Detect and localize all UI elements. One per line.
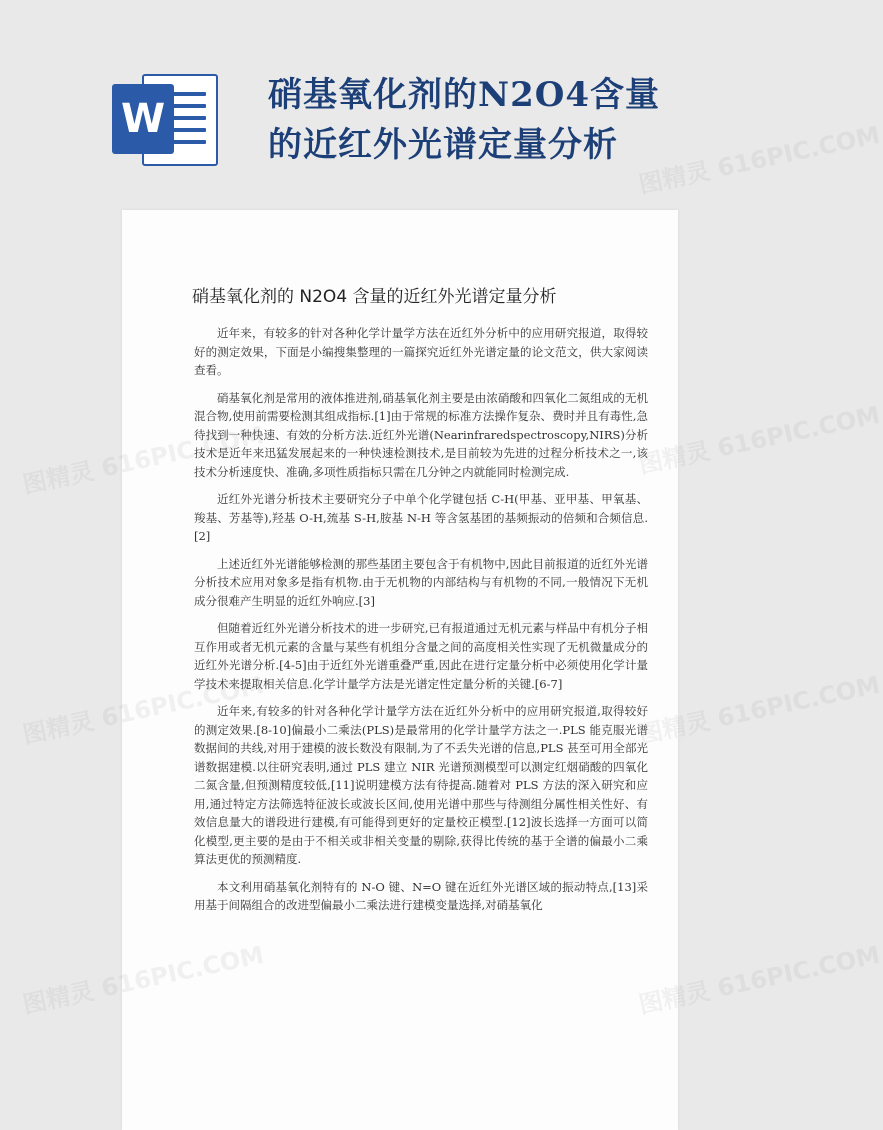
- word-document-icon: [112, 70, 216, 166]
- paragraph: 硝基氧化剂是常用的液体推进剂,硝基氧化剂主要是由浓硝酸和四氧化二氮组成的无机混合物,使用前需要检测其组成指标.[1]由于常规的标准方法操作复杂、费时并且有毒性,急待找到一种快速、有效的分析方法.近红外光谱(Nearinfraredspectroscopy,NIRS)分析技术是近年来迅猛发展起来的一种快速检测技术,是目前较为先进的过程分析技术之一,该技术分析速度快、准确,多项性质指标只需在几分钟之内就能同时检测完成.: [194, 390, 648, 479]
- watermark: 图精灵 616PIC.COM: [636, 670, 883, 750]
- page-title: 硝基氧化剂的N2O4含量的近红外光谱定量分析: [268, 75, 661, 165]
- watermark: 图精灵: [20, 706, 97, 750]
- paragraph: 上述近红外光谱能够检测的那些基团主要包含于有机物中,因此目前报道的近红外光谱分析技术应用对象多是指有机物.由于无机物的内部结构与有机物的不同,一般情况下无机成分很难产生明显的近红外响应.[3]: [194, 556, 648, 608]
- word-icon-letter: W: [112, 84, 174, 154]
- watermark: 图精灵 616PIC.COM: [636, 120, 883, 200]
- watermark: 图精灵 616PIC.COM: [636, 940, 883, 1020]
- watermark: 图精灵: [20, 976, 97, 1020]
- document-title: 硝基氧化剂的 N2O4 含量的近红外光谱定量分析: [192, 287, 557, 307]
- paragraph: 近红外光谱分析技术主要研究分子中单个化学键包括 C-H(甲基、亚甲基、甲氧基、羧基、芳基等),羟基 O-H,巯基 S-H,胺基 N-H 等含氢基团的基频振动的倍频和合频信息.[2]: [194, 492, 648, 543]
- paragraph: 但随着近红外光谱分析技术的进一步研究,已有报道通过无机元素与样品中有机分子相互作用或者无机元素的含量与某些有机组分含量之间的高度相关性实现了无机微量成分的近红外光谱分析.[4-5]由于近红外光谱重叠严重,因此在进行定量分析中必须使用化学计量学技术来提取相关信息.化学计量学方法是光谱定性定量分析的关键.[6-7]: [194, 621, 648, 691]
- paragraph: 近年来,有较多的针对各种化学计量学方法在近红外分析中的应用研究报道,取得较好的测定效果.[8-10]偏最小二乘法(PLS)是最常用的化学计量学方法之一.PLS 能克服光谱数据间的共线,对用于建模的波长数没有限制,为了不丢失光谱的信息,PLS 甚至可用全部光谱数据建模.以往研究表明,通过 PLS 建立 NIR 光谱预测模型可以测定红烟硝酸的四氧化二氮含量,但预测精度较低,[11]说明建模方法有待提高.随着对 PLS 方法的深入研究和应用,通过特定方法筛选特征波长或波长区间,使用光谱中那些与待测组分属性相关性好、有效信息量大的谱段进行建模,有可能得到更好的定量校正模型.[12]波长选择一方面可以简化模型,更主要的是由于不相关或非相关变量的剔除,获得比传统的基于全谱的偏最小二乘算法更优的预测精度.: [194, 704, 648, 866]
- header: [0, 0, 800, 210]
- paragraph: 近年来，有较多的针对各种化学计量学方法在近红外分析中的应用研究报道，取得较好的测定效果，下面是小编搜集整理的一篇探究近红外光谱定量的论文范文，供大家阅读查看。: [194, 326, 648, 377]
- paragraph: 本文利用硝基氧化剂特有的 N-O 键、N=O 键在近红外光谱区域的振动特点,[13]采用基于间隔组合的改进型偏最小二乘法进行建模变量选择,对硝基氧化: [194, 879, 648, 912]
- document-body: [194, 324, 648, 924]
- document-page: [122, 210, 678, 1130]
- watermark: 图精灵: [20, 456, 97, 500]
- watermark: 图精灵 616PIC.COM: [636, 400, 883, 480]
